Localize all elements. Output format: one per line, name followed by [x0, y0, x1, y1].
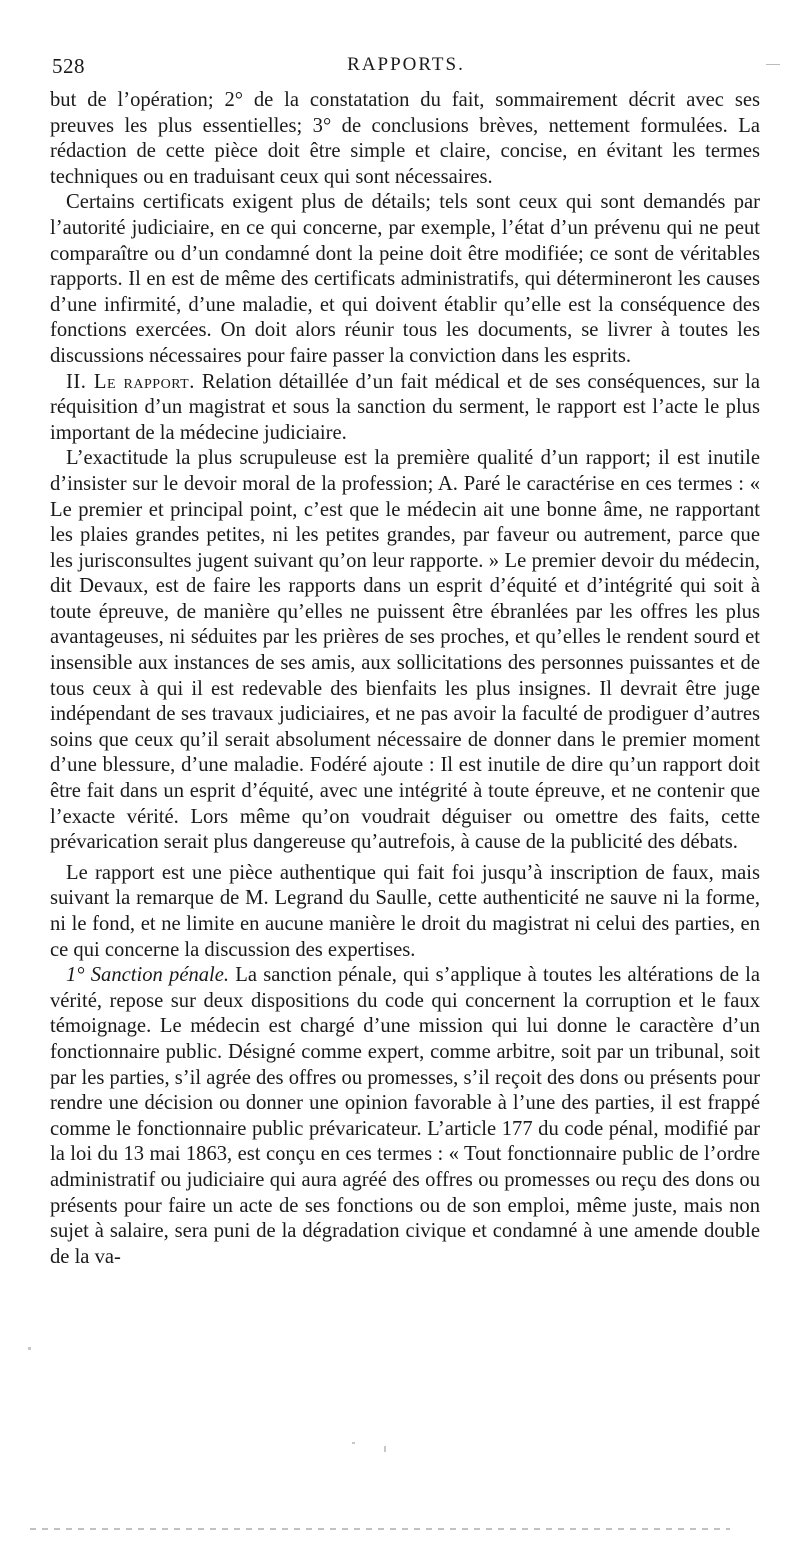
scan-edge-artifact: [30, 1528, 730, 1530]
paragraph-5: Le rapport est une pièce authentique qui fait foi jusqu’à inscription de faux, mais suivant la remarque de M. Legrand du Saulle, cette authenticité ne sauve ni la forme, ni le fond, et ne limite en aucune manière le droit du magistrat ni celui des parties, en ce qui concerne la discussion des expertises.: [50, 861, 760, 961]
page-header: [52, 54, 760, 82]
paragraph-4: L’exactitude la plus scrupuleuse est la première qualité d’un rapport; il est inutile d’insister sur le devoir moral de la profession; A. Paré le caractérise en ces termes : « Le premier et principal point, c’est que le médecin ait une bonne âme, ne rapportant les plaies grandes petites, ni les petites grandes, par faveur ou autrement, parce que les jurisconsultes jugent suivant qu’on leur rapporte. » Le premier devoir du médecin, dit Devaux, est de faire les rapports dans un esprit d’équité et d’intégrité qui soit à toute épreuve, de manière qu’elles ne puissent être ébranlées par les offres les plus avantageuses, ni séduites par les prières de ses proches, et qu’elles le rendent sourd et insensible aux instances de ses amis, aux sollicitations des personnes puissantes et de tous ceux à qui il est redevable des bienfaits les plus insignes. Il devrait être juge indépendant de ses travaux judiciaires, et ne pas avoir la faculté de prodiguer d’autres soins que ceux qu’il serait absolument nécessaire de donner dans le premier moment d’une blessure, d’une maladie. Fodéré ajoute : Il est inutile de dire qu’un rapport doit être fait dans un esprit d’équité, avec une intégrité à toute épreuve, et ne contenir que l’exacte vérité. Lors même qu’on voudrait déguiser ou omettre des faits, cette prévarication serait plus dangereuse qu’autrefois, à cause de la publicité des débats.: [50, 447, 760, 854]
running-head: RAPPORTS.: [347, 54, 465, 75]
paragraph-1: but de l’opération; 2° de la constatation du fait, sommairement décrit avec ses preuves les plus essentielles; 3° de conclusions brèves, nettement formulées. La rédaction de cette pièce doit être simple et claire, concise, en évitant les termes techniques ou en traduisant ceux qui sont nécessaires.: [50, 89, 760, 188]
scan-speck: [28, 1347, 31, 1350]
paragraph-6-text: La sanction pénale, qui s’applique à toutes les altérations de la vérité, repose sur deux dispositions du code qui concernent la corruption et le faux témoignage. Le médecin est chargé d’une mission qui lui donne le caractère d’un fonctionnaire public. Désigné comme expert, comme arbitre, soit par un tribunal, soit par les parties, s’il agrée des offres ou promesses, s’il reçoit des dons ou présents pour rendre une décision ou donner une opinion favorable à l’une des parties, il est frappé comme le fonctionnaire public prévaricateur. L’article 177 du code pénal, modifié par la loi du 13 mai 1863, est conçu en ces termes : « Tout fonctionnaire public de l’ordre administratif ou judiciaire qui aura agréé des offres ou promesses ou reçu des dons ou présents pour faire un acte de ses fonctions ou de son emploi, même juste, mais non sujet à salaire, sera puni de la dégradation civique et condamné à une amende double de la va-: [50, 964, 760, 1268]
section-label-sanction: 1° Sanction pénale.: [66, 964, 230, 987]
paragraph-6: [50, 963, 760, 1270]
scan-speck: [384, 1446, 386, 1452]
body-text: [50, 88, 760, 1270]
paragraph-3: [50, 370, 760, 447]
paragraph-3-text: Relation détaillée d’un fait médical et de ses conséquences, sur la réquisition d’un magistrat et sous la sanction du serment, le rapport est l’acte le plus important de la médecine judiciaire.: [50, 370, 760, 444]
header-dash: [766, 64, 780, 65]
section-label-rapport: II. Le rapport.: [66, 370, 195, 393]
page-number: 528: [52, 54, 85, 78]
scan-speck: [352, 1442, 355, 1444]
paragraph-2: Certains certificats exigent plus de détails; tels sont ceux qui sont demandés par l’autorité judiciaire, en ce qui concerne, par exemple, l’état d’un prévenu qui ne peut comparaître ou d’un condamné dont la peine doit être modifiée; ce sont de véritables rapports. Il en est de même des certificats administratifs, qui détermineront les causes d’une infirmité, d’une maladie, et qui doivent établir qu’elle est la conséquence des fonctions exercées. On doit alors réunir tous les documents, se livrer à toutes les discussions nécessaires pour faire passer la conviction dans les esprits.: [50, 191, 760, 367]
